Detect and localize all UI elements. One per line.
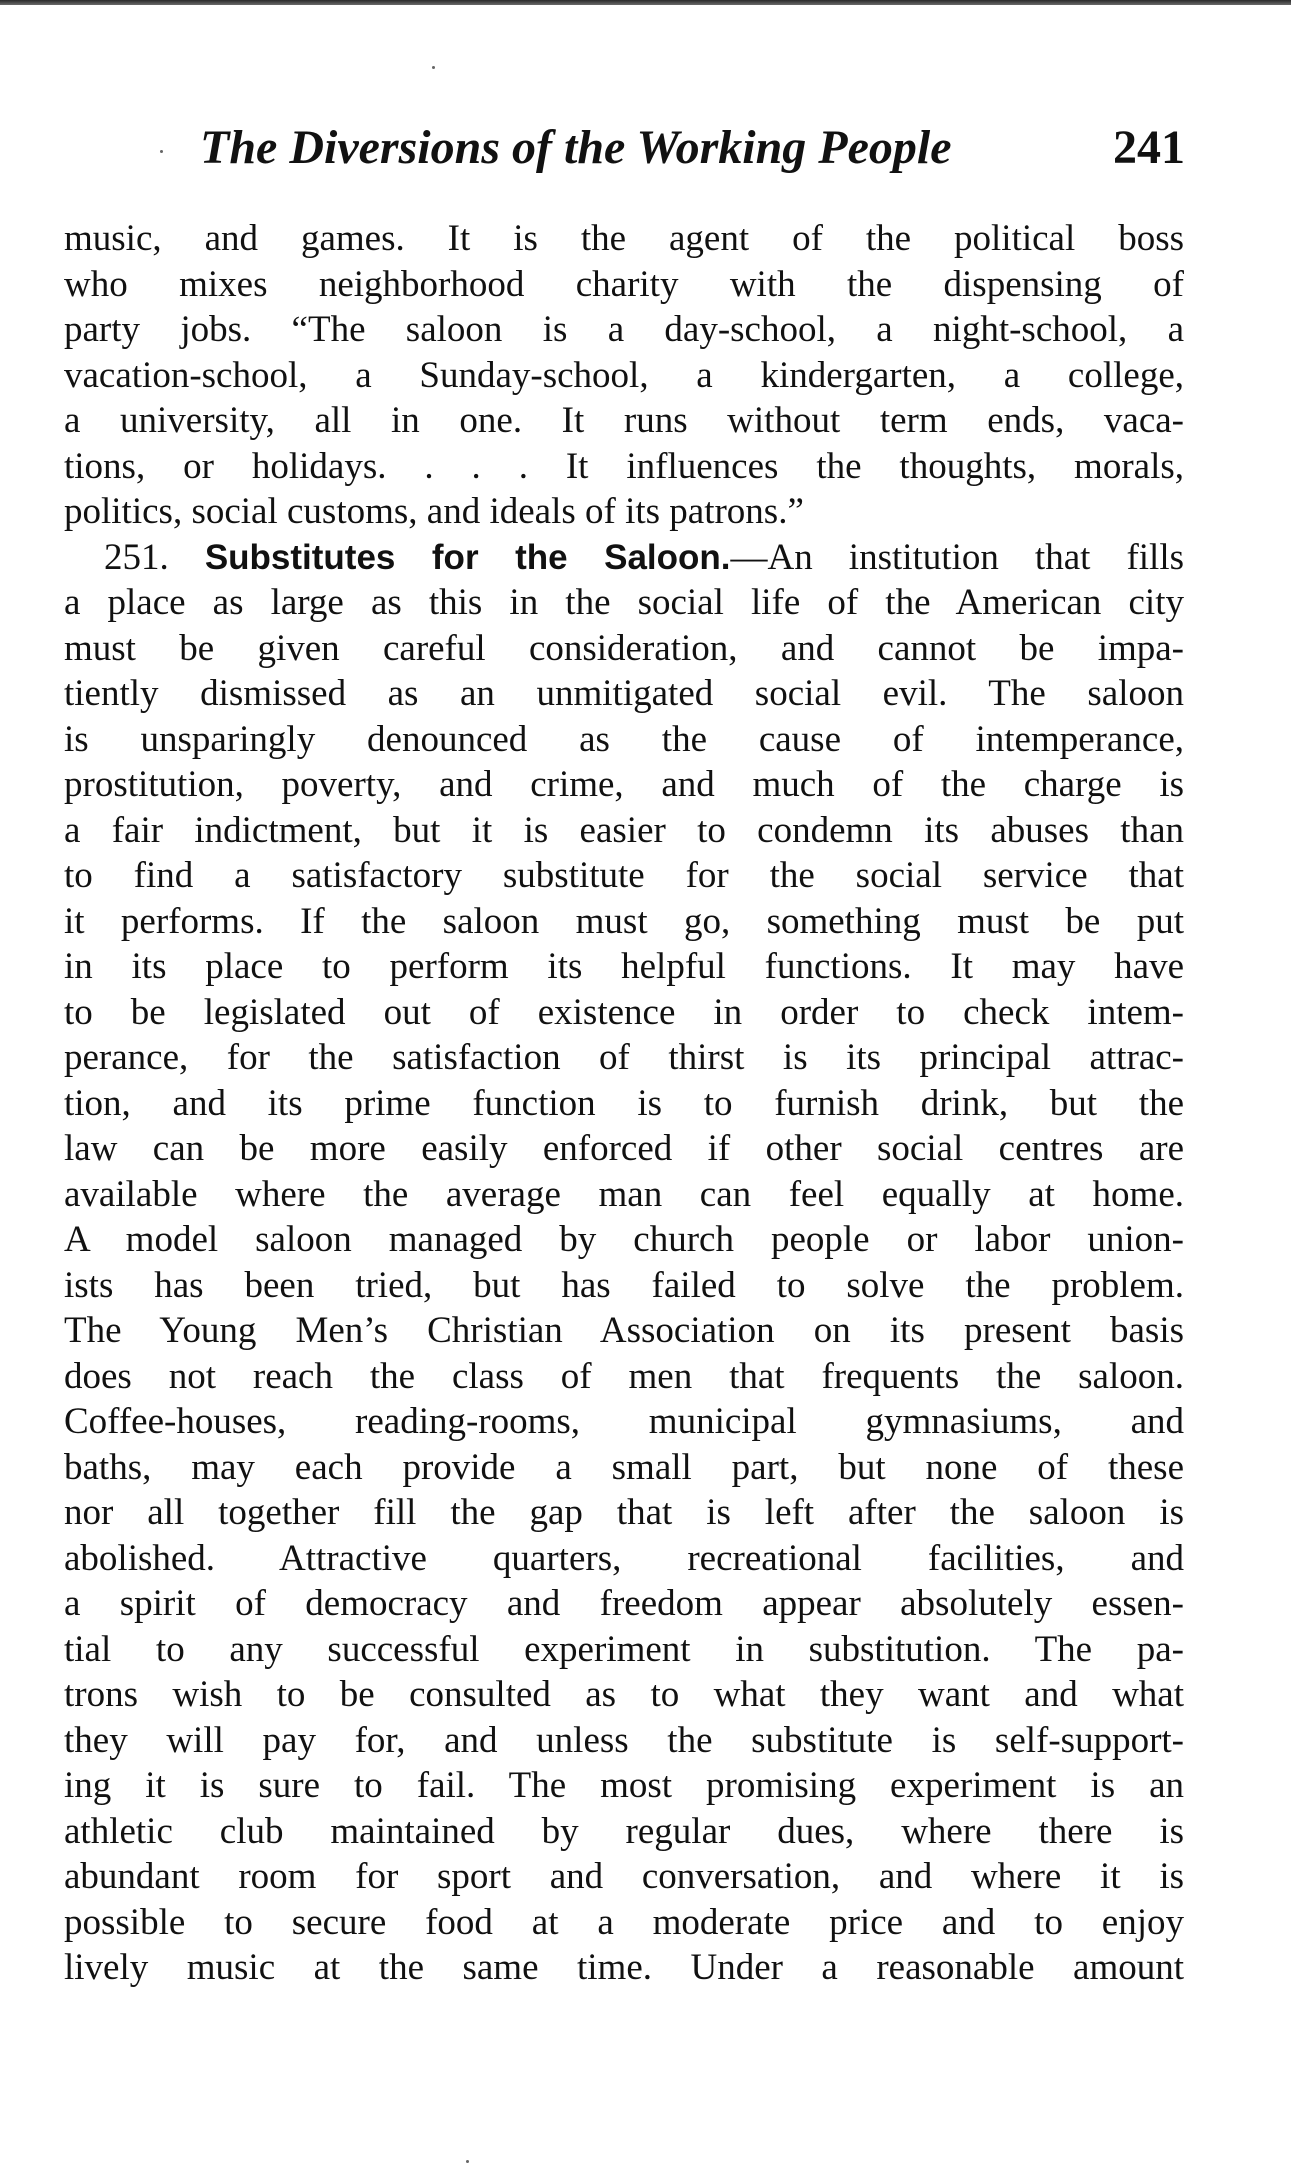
text-line: music, and games. It is the agent of the political boss (64, 218, 1184, 259)
text-line: it performs. If the saloon must go, something must be put (64, 900, 1184, 942)
text-line: a spirit of democracy and freedom appear absolutely essen- (64, 1583, 1184, 1624)
paper-speck (432, 66, 435, 69)
text-line: Coffee-houses, reading-rooms, municipal gymnasiums, and (64, 1401, 1184, 1442)
text-line: party jobs. “The saloon is a day-school, a night-school, a (64, 309, 1184, 350)
text-line: a place as large as this in the social life of the American city (64, 582, 1184, 623)
text-line: The Young Men’s Christian Association on its present basis (64, 1310, 1184, 1351)
body-text (64, 216, 1184, 1991)
text-line: tions, or holidays. . . . It influences the thoughts, morals, (64, 445, 1184, 487)
text-line: who mixes neighborhood charity with the dispensing of (64, 263, 1184, 305)
text-line: lively music at the same time. Under a reasonable amount (64, 1947, 1184, 1988)
text-line: must be given careful consideration, and cannot be impa- (64, 627, 1184, 669)
text-line: trons wish to be consulted as to what they want and what (64, 1674, 1184, 1715)
text-line: to be legislated out of existence in order to check intem- (64, 991, 1184, 1033)
running-head (200, 118, 1185, 178)
text-line: law can be more easily enforced if other social centres are (64, 1128, 1184, 1169)
text-line: ists has been tried, but has failed to solve the problem. (64, 1264, 1184, 1306)
text-line: politics, social customs, and ideals of its patrons.” (64, 491, 804, 532)
text-line: abundant room for sport and conversation, and where it is (64, 1856, 1184, 1897)
text-line: abolished. Attractive quarters, recreational facilities, and (64, 1537, 1184, 1579)
text-line: ing it is sure to fail. The most promising experiment is an (64, 1765, 1184, 1806)
section-first-line-text: —An institution that fills (730, 536, 1185, 578)
running-title: The Diversions of the Working People (200, 121, 952, 174)
paper-speck (466, 2160, 469, 2163)
text-line: tion, and its prime function is to furnish drink, but the (64, 1082, 1184, 1124)
paper-speck (160, 150, 163, 153)
text-line: in its place to perform its helpful functions. It may have (64, 946, 1184, 987)
text-line: a university, all in one. It runs without term ends, vaca- (64, 400, 1184, 441)
section-heading: Substitutes for the Saloon. (204, 537, 731, 577)
section-first-line (64, 535, 1184, 581)
page-number: 241 (1113, 121, 1185, 174)
page-top-edge (0, 0, 1291, 5)
text-line: prostitution, poverty, and crime, and much of the charge is (64, 764, 1184, 805)
text-line: baths, may each provide a small part, but none of these (64, 1446, 1184, 1488)
text-line: nor all together fill the gap that is left after the saloon is (64, 1492, 1184, 1533)
text-line: to find a satisfactory substitute for the social service that (64, 855, 1184, 896)
text-line: tial to any successful experiment in substitution. The pa- (64, 1628, 1184, 1670)
section-number: 251. (104, 536, 169, 578)
text-line: possible to secure food at a moderate price and to enjoy (64, 1901, 1184, 1943)
text-line: tiently dismissed as an unmitigated social evil. The saloon (64, 673, 1184, 714)
text-line: a fair indictment, but it is easier to condemn its abuses than (64, 809, 1184, 851)
text-line: A model saloon managed by church people or labor union- (64, 1219, 1184, 1260)
text-line: perance, for the satisfaction of thirst is its principal attrac- (64, 1037, 1184, 1078)
text-line: does not reach the class of men that frequents the saloon. (64, 1355, 1184, 1397)
text-line: is unsparingly denounced as the cause of intemperance, (64, 718, 1184, 760)
text-line: athletic club maintained by regular dues, where there is (64, 1810, 1184, 1852)
text-line: available where the average man can feel equally at home. (64, 1173, 1184, 1215)
text-line: vacation-school, a Sunday-school, a kindergarten, a college, (64, 354, 1184, 396)
text-line: they will pay for, and unless the substitute is self-support- (64, 1719, 1184, 1761)
